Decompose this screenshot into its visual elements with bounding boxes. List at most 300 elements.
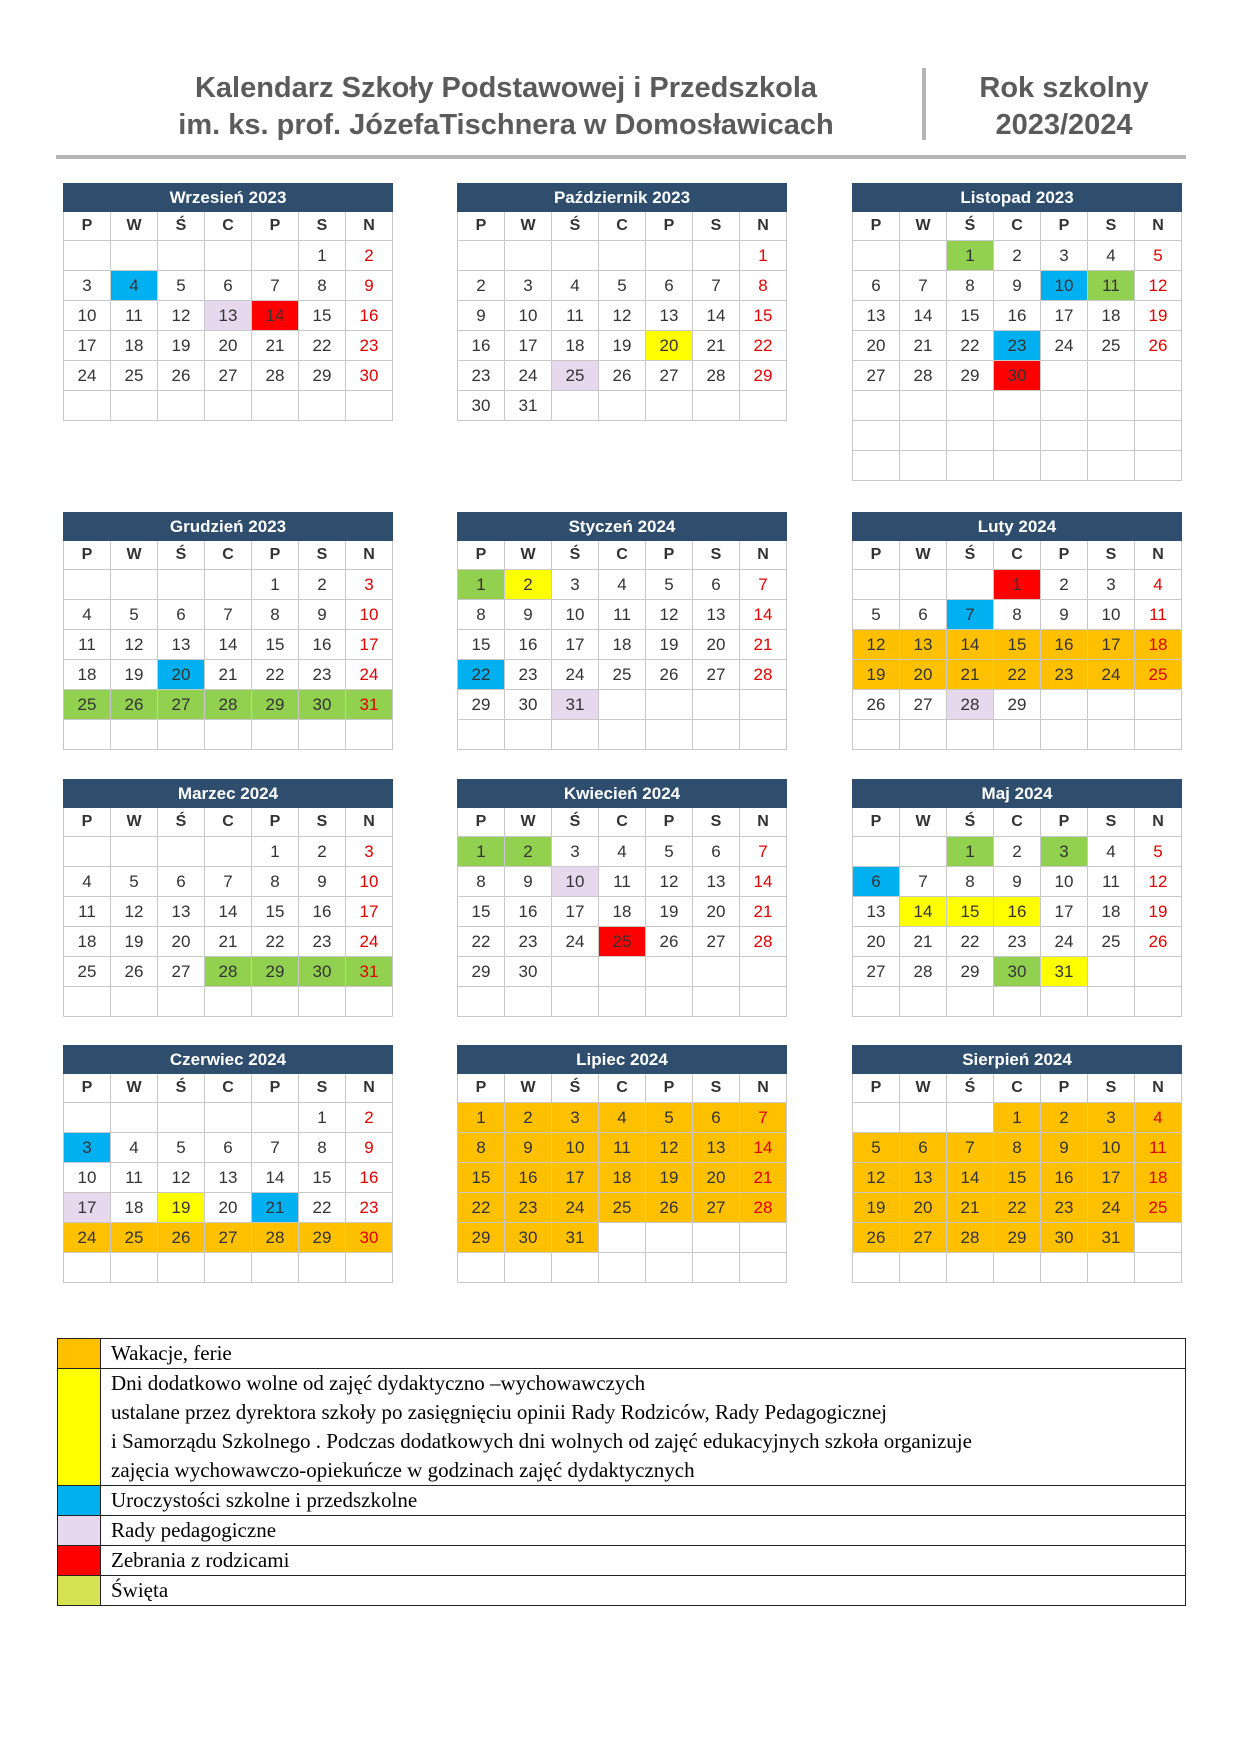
day-cell: 24 bbox=[552, 927, 599, 957]
day-cell: 16 bbox=[299, 897, 346, 927]
empty-cell bbox=[158, 1253, 205, 1283]
day-cell: 23 bbox=[505, 1193, 552, 1223]
day-cell: 5 bbox=[646, 1103, 693, 1133]
day-cell: 19 bbox=[1135, 301, 1182, 331]
day-cell: 26 bbox=[853, 690, 900, 720]
day-cell: 19 bbox=[646, 1163, 693, 1193]
day-cell: 13 bbox=[853, 897, 900, 927]
day-cell: 9 bbox=[1041, 1133, 1088, 1163]
day-cell: 24 bbox=[1088, 660, 1135, 690]
week-row bbox=[458, 987, 787, 1017]
empty-cell bbox=[111, 837, 158, 867]
weekday-header: W bbox=[505, 541, 552, 570]
day-cell: 17 bbox=[346, 897, 393, 927]
empty-cell bbox=[693, 957, 740, 987]
day-cell: 4 bbox=[111, 271, 158, 301]
week-row bbox=[458, 837, 787, 867]
empty-cell bbox=[853, 720, 900, 750]
day-cell: 3 bbox=[1088, 570, 1135, 600]
day-cell: 6 bbox=[900, 1133, 947, 1163]
weekday-header: Ś bbox=[552, 212, 599, 241]
empty-cell bbox=[693, 987, 740, 1017]
week-row bbox=[64, 1223, 393, 1253]
legend-swatch bbox=[58, 1369, 101, 1486]
day-cell: 12 bbox=[646, 600, 693, 630]
empty-cell bbox=[1041, 451, 1088, 481]
week-row bbox=[853, 897, 1182, 927]
weekday-header: W bbox=[111, 1074, 158, 1103]
legend-swatch bbox=[58, 1546, 101, 1576]
week-row bbox=[853, 1133, 1182, 1163]
day-cell: 29 bbox=[740, 361, 787, 391]
day-cell: 14 bbox=[693, 301, 740, 331]
week-row bbox=[458, 867, 787, 897]
empty-cell bbox=[900, 1253, 947, 1283]
empty-cell bbox=[646, 1223, 693, 1253]
day-cell: 19 bbox=[853, 660, 900, 690]
weekday-header: W bbox=[900, 808, 947, 837]
legend-text-line: Rady pedagogiczne bbox=[111, 1518, 277, 1542]
day-cell: 21 bbox=[740, 630, 787, 660]
day-cell: 6 bbox=[693, 837, 740, 867]
day-cell: 14 bbox=[947, 1163, 994, 1193]
day-cell: 3 bbox=[1088, 1103, 1135, 1133]
day-cell: 27 bbox=[646, 361, 693, 391]
day-cell: 28 bbox=[947, 1223, 994, 1253]
day-cell: 21 bbox=[252, 331, 299, 361]
day-cell: 2 bbox=[1041, 1103, 1088, 1133]
day-cell: 23 bbox=[299, 927, 346, 957]
day-cell: 3 bbox=[64, 1133, 111, 1163]
empty-cell bbox=[458, 987, 505, 1017]
day-cell: 16 bbox=[994, 897, 1041, 927]
day-cell: 8 bbox=[458, 867, 505, 897]
weekday-header: C bbox=[994, 808, 1041, 837]
week-row bbox=[64, 630, 393, 660]
empty-cell bbox=[205, 720, 252, 750]
day-cell: 31 bbox=[1041, 957, 1088, 987]
day-cell: 24 bbox=[505, 361, 552, 391]
day-cell: 7 bbox=[740, 1103, 787, 1133]
weekday-header: P bbox=[458, 808, 505, 837]
empty-cell bbox=[1088, 391, 1135, 421]
empty-cell bbox=[158, 241, 205, 271]
empty-cell bbox=[740, 690, 787, 720]
empty-cell bbox=[740, 1253, 787, 1283]
day-cell: 4 bbox=[599, 837, 646, 867]
empty-cell bbox=[947, 720, 994, 750]
weekday-header: N bbox=[740, 1074, 787, 1103]
weekday-header: W bbox=[505, 808, 552, 837]
day-cell: 26 bbox=[111, 690, 158, 720]
day-cell: 15 bbox=[458, 630, 505, 660]
empty-cell bbox=[64, 1253, 111, 1283]
day-cell: 7 bbox=[740, 837, 787, 867]
empty-cell bbox=[1135, 1253, 1182, 1283]
day-cell: 6 bbox=[158, 600, 205, 630]
empty-cell bbox=[994, 391, 1041, 421]
empty-cell bbox=[505, 987, 552, 1017]
day-cell: 4 bbox=[1135, 570, 1182, 600]
empty-cell bbox=[252, 241, 299, 271]
empty-cell bbox=[64, 987, 111, 1017]
empty-cell bbox=[111, 1253, 158, 1283]
empty-cell bbox=[158, 720, 205, 750]
weekday-header: S bbox=[299, 1074, 346, 1103]
header-divider bbox=[922, 68, 926, 140]
week-row bbox=[64, 1103, 393, 1133]
day-cell: 29 bbox=[252, 957, 299, 987]
day-cell: 6 bbox=[205, 271, 252, 301]
day-cell: 20 bbox=[158, 927, 205, 957]
empty-cell bbox=[994, 1253, 1041, 1283]
week-row bbox=[853, 690, 1182, 720]
legend-row bbox=[58, 1486, 1186, 1516]
empty-cell bbox=[158, 391, 205, 421]
day-cell: 1 bbox=[994, 1103, 1041, 1133]
empty-cell bbox=[646, 987, 693, 1017]
week-row bbox=[64, 720, 393, 750]
day-cell: 1 bbox=[299, 241, 346, 271]
day-cell: 4 bbox=[1135, 1103, 1182, 1133]
day-cell: 18 bbox=[1135, 630, 1182, 660]
day-cell: 16 bbox=[346, 301, 393, 331]
day-cell: 26 bbox=[646, 927, 693, 957]
legend-label bbox=[101, 1576, 1186, 1606]
weekday-header: P bbox=[646, 1074, 693, 1103]
empty-cell bbox=[299, 391, 346, 421]
week-row bbox=[64, 600, 393, 630]
empty-cell bbox=[900, 451, 947, 481]
day-cell: 18 bbox=[1088, 897, 1135, 927]
day-cell: 3 bbox=[346, 837, 393, 867]
weekday-header: P bbox=[252, 212, 299, 241]
day-cell: 16 bbox=[1041, 1163, 1088, 1193]
weekday-header: P bbox=[458, 212, 505, 241]
legend-swatch bbox=[58, 1339, 101, 1369]
day-cell: 28 bbox=[693, 361, 740, 391]
day-cell: 17 bbox=[64, 331, 111, 361]
empty-cell bbox=[900, 1103, 947, 1133]
empty-cell bbox=[900, 720, 947, 750]
empty-cell bbox=[158, 987, 205, 1017]
day-cell: 15 bbox=[740, 301, 787, 331]
day-cell: 14 bbox=[900, 897, 947, 927]
day-cell: 15 bbox=[458, 897, 505, 927]
day-cell: 26 bbox=[646, 1193, 693, 1223]
empty-cell bbox=[205, 987, 252, 1017]
empty-cell bbox=[599, 690, 646, 720]
day-cell: 23 bbox=[994, 331, 1041, 361]
day-cell: 10 bbox=[346, 867, 393, 897]
day-cell: 13 bbox=[205, 301, 252, 331]
empty-cell bbox=[205, 570, 252, 600]
week-row bbox=[458, 957, 787, 987]
weekday-header: C bbox=[205, 1074, 252, 1103]
day-cell: 13 bbox=[646, 301, 693, 331]
empty-cell bbox=[1135, 421, 1182, 451]
empty-cell bbox=[346, 987, 393, 1017]
day-cell: 15 bbox=[299, 1163, 346, 1193]
week-row bbox=[458, 660, 787, 690]
day-cell: 12 bbox=[853, 1163, 900, 1193]
week-row bbox=[853, 1223, 1182, 1253]
day-cell: 25 bbox=[111, 1223, 158, 1253]
day-cell: 19 bbox=[158, 1193, 205, 1223]
day-cell: 16 bbox=[994, 301, 1041, 331]
week-row bbox=[853, 301, 1182, 331]
weekday-header: Ś bbox=[158, 541, 205, 570]
week-row bbox=[853, 570, 1182, 600]
weekday-header: C bbox=[994, 541, 1041, 570]
day-cell: 13 bbox=[693, 600, 740, 630]
month-calendar bbox=[63, 512, 393, 750]
weekday-header: N bbox=[740, 212, 787, 241]
day-cell: 7 bbox=[900, 271, 947, 301]
weekday-header: S bbox=[693, 541, 740, 570]
month-name: Lipiec 2024 bbox=[458, 1046, 787, 1074]
week-row bbox=[853, 421, 1182, 451]
weekday-header: S bbox=[1088, 1074, 1135, 1103]
title-line-1: Kalendarz Szkoły Podstawowej i Przedszkola bbox=[194, 72, 818, 104]
weekday-header: Ś bbox=[947, 212, 994, 241]
empty-cell bbox=[64, 837, 111, 867]
weekday-header: S bbox=[1088, 541, 1135, 570]
weekday-header: P bbox=[1041, 808, 1088, 837]
day-cell: 13 bbox=[158, 897, 205, 927]
school-year bbox=[942, 70, 1186, 144]
day-cell: 20 bbox=[900, 1193, 947, 1223]
empty-cell bbox=[299, 987, 346, 1017]
empty-cell bbox=[994, 421, 1041, 451]
day-cell: 9 bbox=[994, 271, 1041, 301]
week-row bbox=[458, 331, 787, 361]
weekday-header: C bbox=[205, 808, 252, 837]
day-cell: 30 bbox=[994, 361, 1041, 391]
weekday-header: W bbox=[900, 1074, 947, 1103]
day-cell: 12 bbox=[111, 630, 158, 660]
weekday-header: P bbox=[646, 212, 693, 241]
day-cell: 22 bbox=[252, 660, 299, 690]
empty-cell bbox=[853, 570, 900, 600]
day-cell: 23 bbox=[505, 660, 552, 690]
week-row bbox=[458, 630, 787, 660]
day-cell: 5 bbox=[158, 271, 205, 301]
day-cell: 9 bbox=[505, 1133, 552, 1163]
empty-cell bbox=[346, 1253, 393, 1283]
empty-cell bbox=[1088, 957, 1135, 987]
empty-cell bbox=[900, 421, 947, 451]
day-cell: 10 bbox=[505, 301, 552, 331]
day-cell: 15 bbox=[947, 897, 994, 927]
day-cell: 24 bbox=[64, 361, 111, 391]
week-row bbox=[853, 867, 1182, 897]
day-cell: 26 bbox=[853, 1223, 900, 1253]
day-cell: 20 bbox=[853, 331, 900, 361]
day-cell: 8 bbox=[947, 867, 994, 897]
week-row bbox=[458, 1163, 787, 1193]
day-cell: 20 bbox=[205, 331, 252, 361]
legend-text-line: zajęcia wychowawczo-opiekuńcze w godzinach zajęć dydaktycznych bbox=[111, 1458, 695, 1482]
day-cell: 8 bbox=[947, 271, 994, 301]
week-row bbox=[458, 600, 787, 630]
day-cell: 6 bbox=[158, 867, 205, 897]
weekday-header: C bbox=[599, 212, 646, 241]
week-row bbox=[853, 927, 1182, 957]
day-cell: 14 bbox=[740, 867, 787, 897]
month-calendar bbox=[63, 183, 393, 421]
day-cell: 12 bbox=[599, 301, 646, 331]
empty-cell bbox=[1088, 1253, 1135, 1283]
day-cell: 22 bbox=[947, 331, 994, 361]
day-cell: 2 bbox=[505, 1103, 552, 1133]
week-row bbox=[64, 331, 393, 361]
day-cell: 1 bbox=[252, 837, 299, 867]
day-cell: 31 bbox=[346, 957, 393, 987]
week-row bbox=[853, 331, 1182, 361]
empty-cell bbox=[1088, 720, 1135, 750]
legend-table bbox=[57, 1338, 1186, 1606]
week-row bbox=[64, 391, 393, 421]
day-cell: 6 bbox=[693, 570, 740, 600]
day-cell: 31 bbox=[505, 391, 552, 421]
month-name: Maj 2024 bbox=[853, 780, 1182, 808]
weekday-header: P bbox=[64, 1074, 111, 1103]
empty-cell bbox=[158, 837, 205, 867]
day-cell: 19 bbox=[1135, 897, 1182, 927]
empty-cell bbox=[111, 1103, 158, 1133]
day-cell: 9 bbox=[505, 867, 552, 897]
empty-cell bbox=[947, 987, 994, 1017]
day-cell: 11 bbox=[599, 1133, 646, 1163]
week-row bbox=[458, 1193, 787, 1223]
day-cell: 4 bbox=[552, 271, 599, 301]
day-cell: 3 bbox=[505, 271, 552, 301]
day-cell: 30 bbox=[458, 391, 505, 421]
weekday-header: Ś bbox=[158, 808, 205, 837]
week-row bbox=[853, 271, 1182, 301]
day-cell: 1 bbox=[458, 1103, 505, 1133]
week-row bbox=[64, 987, 393, 1017]
day-cell: 29 bbox=[252, 690, 299, 720]
school-year-label: Rok szkolny bbox=[979, 72, 1149, 104]
day-cell: 1 bbox=[947, 241, 994, 271]
day-cell: 4 bbox=[64, 600, 111, 630]
weekday-header: P bbox=[1041, 212, 1088, 241]
day-cell: 22 bbox=[299, 1193, 346, 1223]
day-cell: 9 bbox=[346, 1133, 393, 1163]
day-cell: 18 bbox=[64, 927, 111, 957]
week-row bbox=[853, 957, 1182, 987]
month-calendar bbox=[852, 779, 1182, 1017]
day-cell: 19 bbox=[158, 331, 205, 361]
day-cell: 22 bbox=[994, 1193, 1041, 1223]
day-cell: 7 bbox=[947, 600, 994, 630]
week-row bbox=[458, 271, 787, 301]
day-cell: 12 bbox=[646, 1133, 693, 1163]
week-row bbox=[64, 867, 393, 897]
day-cell: 8 bbox=[252, 867, 299, 897]
day-cell: 15 bbox=[252, 630, 299, 660]
day-cell: 14 bbox=[252, 301, 299, 331]
weekday-header: P bbox=[252, 808, 299, 837]
empty-cell bbox=[646, 720, 693, 750]
day-cell: 10 bbox=[1088, 600, 1135, 630]
legend-text-line: Zebrania z rodzicami bbox=[111, 1548, 290, 1572]
day-cell: 24 bbox=[1041, 927, 1088, 957]
day-cell: 17 bbox=[505, 331, 552, 361]
day-cell: 17 bbox=[1041, 897, 1088, 927]
day-cell: 7 bbox=[252, 1133, 299, 1163]
day-cell: 27 bbox=[158, 957, 205, 987]
week-row bbox=[853, 1103, 1182, 1133]
week-row bbox=[64, 570, 393, 600]
week-row bbox=[458, 1103, 787, 1133]
day-cell: 23 bbox=[458, 361, 505, 391]
day-cell: 7 bbox=[693, 271, 740, 301]
day-cell: 1 bbox=[458, 837, 505, 867]
empty-cell bbox=[1088, 690, 1135, 720]
legend-swatch bbox=[58, 1486, 101, 1516]
empty-cell bbox=[853, 241, 900, 271]
day-cell: 2 bbox=[299, 570, 346, 600]
empty-cell bbox=[346, 391, 393, 421]
empty-cell bbox=[1041, 421, 1088, 451]
week-row bbox=[458, 690, 787, 720]
week-row bbox=[64, 690, 393, 720]
empty-cell bbox=[740, 720, 787, 750]
day-cell: 20 bbox=[853, 927, 900, 957]
day-cell: 9 bbox=[346, 271, 393, 301]
day-cell: 6 bbox=[205, 1133, 252, 1163]
day-cell: 7 bbox=[205, 600, 252, 630]
day-cell: 17 bbox=[1041, 301, 1088, 331]
day-cell: 21 bbox=[947, 660, 994, 690]
day-cell: 5 bbox=[646, 570, 693, 600]
day-cell: 18 bbox=[599, 630, 646, 660]
weekday-header: W bbox=[111, 212, 158, 241]
day-cell: 10 bbox=[346, 600, 393, 630]
empty-cell bbox=[740, 957, 787, 987]
day-cell: 17 bbox=[1088, 630, 1135, 660]
empty-cell bbox=[552, 1253, 599, 1283]
day-cell: 2 bbox=[346, 241, 393, 271]
empty-cell bbox=[1135, 391, 1182, 421]
day-cell: 5 bbox=[111, 600, 158, 630]
week-row bbox=[64, 361, 393, 391]
day-cell: 6 bbox=[853, 271, 900, 301]
weekday-header: P bbox=[252, 541, 299, 570]
weekday-header: P bbox=[853, 541, 900, 570]
day-cell: 30 bbox=[505, 1223, 552, 1253]
empty-cell bbox=[505, 1253, 552, 1283]
weekday-header: W bbox=[900, 212, 947, 241]
day-cell: 11 bbox=[64, 630, 111, 660]
day-cell: 5 bbox=[111, 867, 158, 897]
day-cell: 17 bbox=[64, 1193, 111, 1223]
weekday-header: Ś bbox=[947, 808, 994, 837]
day-cell: 31 bbox=[552, 690, 599, 720]
day-cell: 20 bbox=[646, 331, 693, 361]
day-cell: 22 bbox=[252, 927, 299, 957]
empty-cell bbox=[505, 241, 552, 271]
day-cell: 22 bbox=[458, 927, 505, 957]
empty-cell bbox=[693, 690, 740, 720]
empty-cell bbox=[205, 391, 252, 421]
weekday-header: S bbox=[1088, 808, 1135, 837]
day-cell: 14 bbox=[900, 301, 947, 331]
day-cell: 17 bbox=[552, 1163, 599, 1193]
